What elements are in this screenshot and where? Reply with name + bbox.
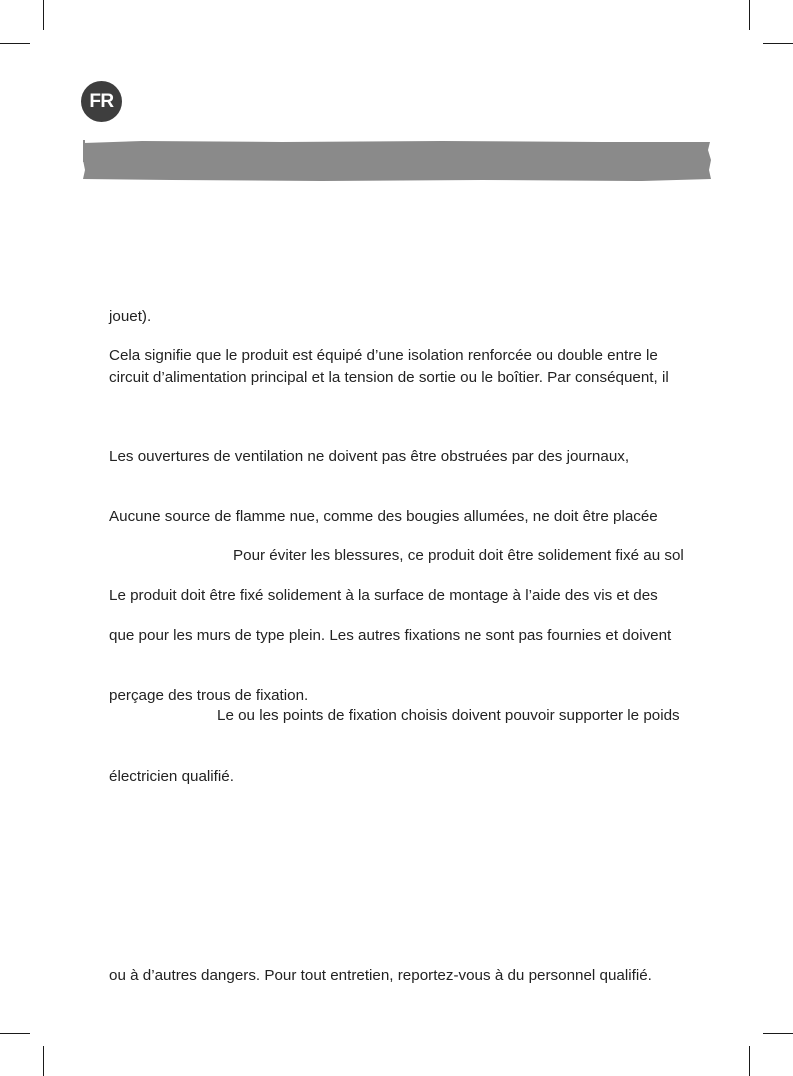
crop-mark: [763, 43, 793, 44]
crop-mark: [43, 1046, 44, 1076]
crop-mark: [0, 43, 30, 44]
body-text-line: Le produit doit être fixé solidement à la surface de montage à l’aide des vis et des: [109, 587, 658, 604]
crop-mark: [763, 1033, 793, 1034]
body-text-line: électricien qualifié.: [109, 768, 234, 785]
crop-mark: [0, 1033, 30, 1034]
body-text-line: Aucune source de flamme nue, comme des bougies allumées, ne doit être placée: [109, 508, 658, 525]
body-text-line: Cela signifie que le produit est équipé d’une isolation renforcée ou double entre le: [109, 347, 658, 364]
crop-mark: [43, 0, 44, 30]
crop-mark: [749, 1046, 750, 1076]
body-text-line: Pour éviter les blessures, ce produit doit être solidement fixé au sol: [233, 547, 684, 564]
body-text-line: perçage des trous de fixation.: [109, 687, 309, 704]
crop-mark: [749, 0, 750, 30]
body-text-line: circuit d’alimentation principal et la tension de sortie ou le boîtier. Par conséquent, il: [109, 369, 669, 386]
body-text-line: jouet).: [109, 308, 152, 325]
body-text-line: Le ou les points de fixation choisis doivent pouvoir supporter le poids: [217, 707, 680, 724]
body-text-line: ou à d’autres dangers. Pour tout entretien, reportez-vous à du personnel qualifié.: [109, 967, 652, 984]
language-badge: FR: [81, 81, 122, 122]
section-title-bar: [82, 140, 712, 182]
body-text-line: que pour les murs de type plein. Les autres fixations ne sont pas fournies et doivent: [109, 627, 672, 644]
body-text-line: Les ouvertures de ventilation ne doivent pas être obstruées par des journaux,: [109, 448, 630, 465]
